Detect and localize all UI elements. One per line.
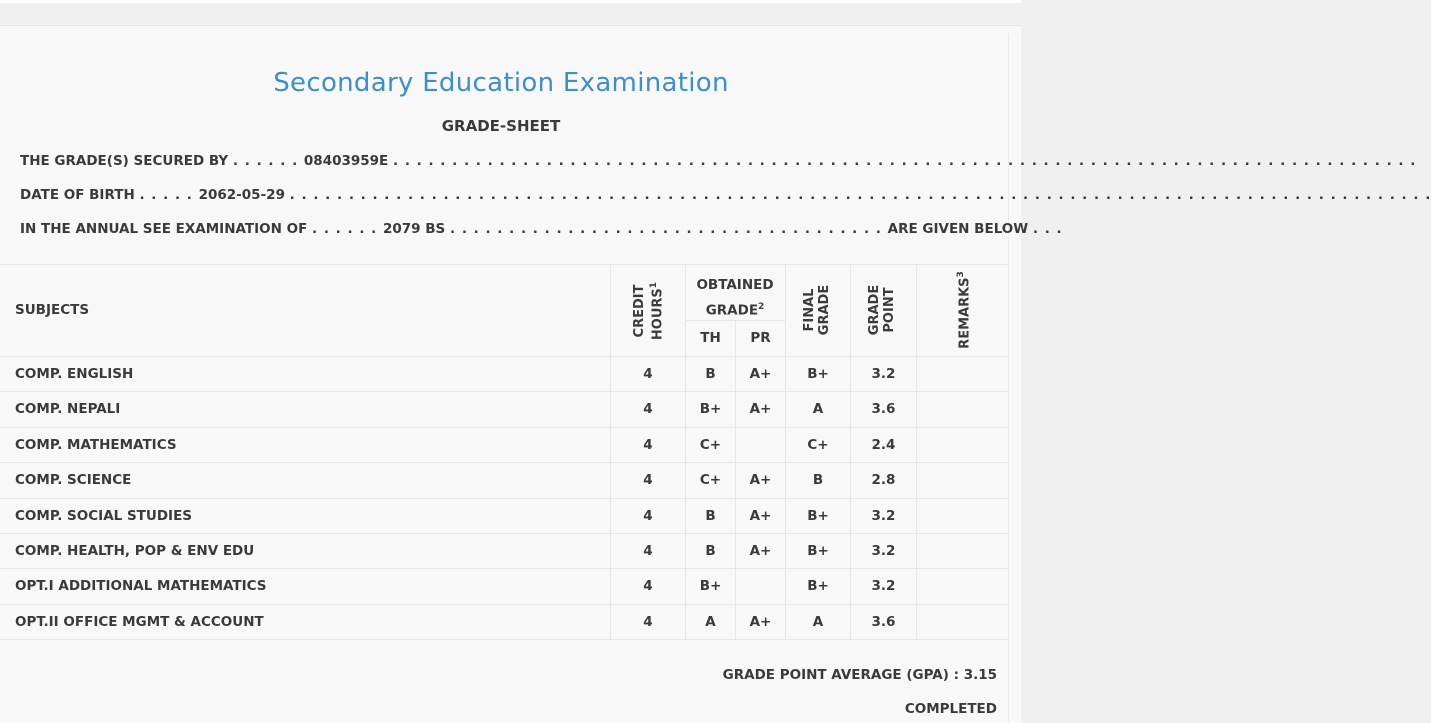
row-divider [0,462,1008,463]
row-divider [0,391,1008,392]
remarks-header [954,260,973,360]
leader-dots: . . . . . . [312,221,383,237]
gp-header-line2: POINT [882,287,897,333]
final-grade-cell: C+ [807,436,829,453]
th-grade-cell: B+ [699,401,722,418]
subject-cell: COMP. NEPALI [15,401,121,418]
exam-year: 2079 BS [382,221,446,237]
subject-cell: COMP. SOCIAL STUDIES [15,507,193,524]
th-grade-cell: B [705,543,716,559]
leader-dots: . . . . . . . . . . . . . . . . . . . . . . . . . . . . . . . . . . . . . [449,221,888,237]
final-grade-cell: B+ [807,543,829,559]
final-grade-cell: B [812,472,824,489]
obtained-header-line1: OBTAINED [696,277,774,293]
grade-sheet-heading: GRADE-SHEET [441,117,561,135]
grade-point-header [867,270,899,350]
top-strip [0,0,1021,3]
symbol-number: 08403959E [303,153,389,169]
row-divider [0,639,1008,640]
row-divider [0,604,1008,605]
subjects-header: SUBJECTS [15,302,90,318]
credit-header-line2: HOURS [650,288,666,341]
exam-line [20,221,1063,237]
th-header: TH [700,330,721,346]
gpa-label: GRADE POINT AVERAGE (GPA) : [722,667,959,683]
credit-cell: 4 [643,507,653,524]
dob-value: 2062-05-29 [198,187,285,203]
pr-grade-cell: A+ [749,613,772,630]
grade-point-cell: 2.4 [871,436,896,453]
grade-point-cell: 3.6 [871,613,896,630]
leader-dots: . . . . . . . . . . . . . . . . . . . . . . . . . . . . . . . . . . . . . . . . . . . . . . . . . . . . . . . . . . . . . . . . . . . . . . . . . . . . . . . . . . . . . . . . . . . . . . . . . [289,187,1431,203]
row-divider [0,498,1008,499]
leader-dots: . . . . . [139,187,199,203]
exam-title: Secondary Education Examination [273,68,729,98]
row-divider [0,568,1008,569]
th-grade-cell: B [705,507,716,524]
secured-by-label: THE GRADE(S) SECURED BY [20,153,229,169]
final-grade-cell: B+ [807,507,829,524]
grade-point-cell: 3.6 [871,401,896,418]
secured-by-line [20,153,1417,169]
final-grade-cell: B+ [807,578,829,595]
th-grade-cell: B [705,366,716,382]
final-header-line2: GRADE [817,284,832,336]
credit-cell: 4 [643,436,653,453]
grade-point-cell: 3.2 [871,507,896,524]
remarks-footnote: 3 [956,271,966,278]
pr-grade-cell: A+ [749,366,772,382]
row-divider [0,427,1008,428]
credit-hours-header [632,271,664,351]
leader-dots: . . . . . . [232,153,304,169]
th-grade-cell: C+ [699,472,722,489]
exam-label: IN THE ANNUAL SEE EXAMINATION OF [20,221,308,237]
credit-cell: 4 [643,613,653,630]
gpa-value: 3.15 [963,667,997,683]
row-divider [0,533,1008,534]
remarks-header-label: REMARKS [957,277,973,349]
dob-label: DATE OF BIRTH [20,187,135,203]
table-top-border [0,264,1008,265]
subject-cell: COMP. ENGLISH [15,366,134,382]
result-status: COMPLETED [904,701,997,717]
leader-dots: . . . . . . . . . . . . . . . . . . . . . . . . . . . . . . . . . . . . . . . . . . . . . . . . . . . . . . . . . . . . . . . . . . . . . . . . . . . . . . . . . . . . . . . [392,153,1417,169]
subject-cell: OPT.I ADDITIONAL MATHEMATICS [15,578,267,595]
credit-header-line1: CREDIT [632,284,647,338]
grade-point-cell: 3.2 [871,543,896,559]
th-grade-cell: B+ [699,578,722,595]
col-divider [916,264,917,640]
credit-footnote: 1 [649,281,659,289]
grade-point-cell: 3.2 [871,366,896,382]
row-divider [0,356,1008,357]
credit-cell: 4 [643,472,653,489]
credit-cell: 4 [643,578,653,595]
pr-grade-cell: A+ [749,401,772,418]
gp-header-line1: GRADE [867,284,882,336]
obtained-grade-header [686,274,784,322]
credit-cell: 4 [643,366,653,382]
subject-cell: COMP. SCIENCE [15,472,132,489]
grade-point-cell: 2.8 [871,472,896,489]
dob-line [20,187,1431,203]
gpa-line [723,667,997,683]
final-grade-header [802,270,834,350]
given-below-label: ARE GIVEN BELOW [887,221,1029,237]
leader-dots: . . . [1032,221,1063,237]
credit-cell: 4 [643,401,653,418]
pr-header: PR [750,330,771,346]
subject-cell: OPT.II OFFICE MGMT & ACCOUNT [15,613,264,630]
pr-grade-cell: A+ [749,543,772,559]
pr-grade-cell: A+ [749,507,772,524]
th-grade-cell: C+ [699,436,722,453]
final-grade-cell: A [812,613,824,630]
final-grade-cell: B+ [807,366,829,382]
credit-cell: 4 [643,543,653,559]
obtained-footnote: 2 [758,302,765,312]
final-grade-cell: A [812,401,824,418]
obtained-header-line2: GRADE [705,302,759,319]
panel-edge [1008,33,1009,722]
th-grade-cell: A [705,613,716,630]
final-header-line1: FINAL [802,288,817,332]
grade-point-cell: 3.2 [871,578,896,595]
subject-cell: COMP. MATHEMATICS [15,436,177,453]
pr-grade-cell: A+ [749,472,772,489]
subject-cell: COMP. HEALTH, POP & ENV EDU [15,543,255,559]
